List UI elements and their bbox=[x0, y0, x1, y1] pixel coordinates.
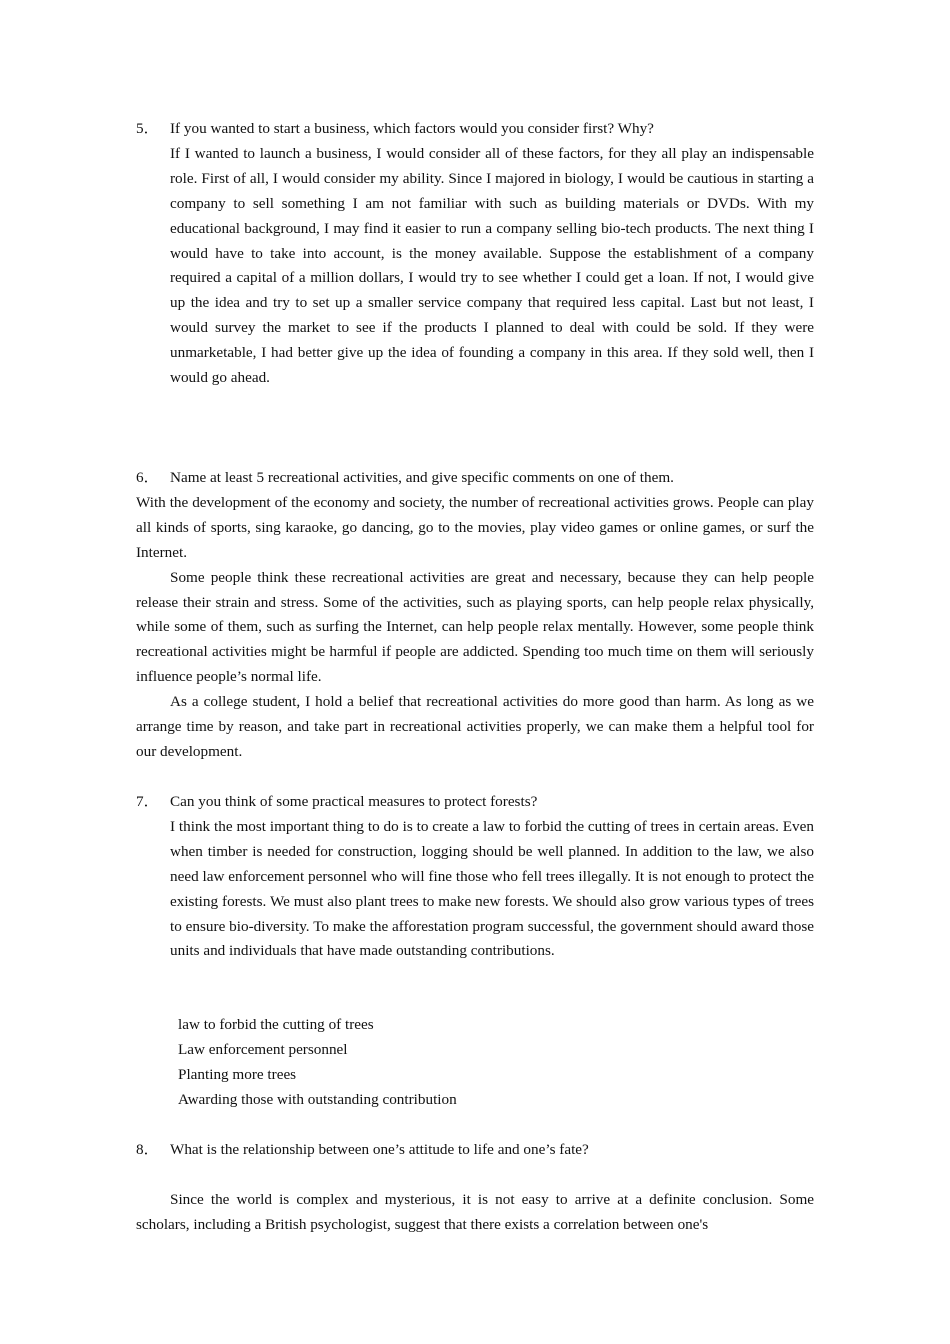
question-7-points bbox=[136, 1013, 856, 1113]
question-5-text: If you wanted to start a business, which factors would you consider first? Why? bbox=[170, 120, 654, 137]
question-5-heading bbox=[136, 117, 814, 142]
question-6-number: 6． bbox=[136, 469, 159, 486]
question-5-number: 5． bbox=[136, 120, 159, 137]
question-8-number: 8． bbox=[136, 1141, 159, 1158]
question-7-text: Can you think of some practical measures to protect forests? bbox=[170, 793, 538, 810]
question-6-text: Name at least 5 recreational activities, and give specific comments on one of them. bbox=[170, 469, 674, 486]
question-7-heading bbox=[136, 790, 814, 815]
question-6 bbox=[136, 466, 814, 765]
question-5 bbox=[136, 117, 814, 391]
question-8-heading bbox=[136, 1138, 814, 1163]
question-8 bbox=[136, 1138, 814, 1163]
question-6-paragraph-1: With the development of the economy and society, the number of recreational activities grows. People can play all kinds of sports, sing karaoke, go dancing, go to the movies, play video games or online games, or surf the Internet. bbox=[136, 493, 814, 561]
question-7 bbox=[136, 790, 814, 964]
question-8-text: What is the relationship between one’s attitude to life and one’s fate? bbox=[170, 1141, 589, 1158]
list-item: Law enforcement personnel bbox=[178, 1040, 348, 1058]
question-6-paragraph-2: Some people think these recreational activities are great and necessary, because they can help people release their strain and stress. Some of the activities, such as playing sports, can help people relax physically, while some of them, such as surfing the Internet, can help people relax mentally. However, some people think recreational activities might be harmful if people are addicted. Spending too much time on them will seriously influence people’s normal life. bbox=[136, 568, 814, 686]
question-6-heading bbox=[136, 466, 814, 491]
question-7-number: 7． bbox=[136, 793, 159, 810]
question-6-paragraph-3: As a college student, I hold a belief that recreational activities do more good than harm. As long as we arrange time by reason, and take part in recreational activities properly, we can make them a helpful tool for our development. bbox=[136, 693, 814, 760]
list-item: Awarding those with outstanding contribution bbox=[178, 1090, 457, 1108]
list-item: law to forbid the cutting of trees bbox=[178, 1016, 374, 1033]
list-item: Planting more trees bbox=[178, 1065, 297, 1083]
question-5-answer: If I wanted to launch a business, I would consider all of these factors, for they all play an indispensable role. First of all, I would consider my ability. Since I majored in biology, I would be cautious in starting a company to sell something I am not familiar with such as building materials or DVDs. With my educational background, I may find it easier to run a company selling bio-tech products. The next thing I would have to take into account, is the money available. Suppose the establishment of a company required a capital of a million dollars, I would try to see whether I could get a loan. If not, I would give up the idea and try to set up a smaller service company that required less capital. Last but not least, I would survey the market to see if the products I planned to deal with could be sold. If they were unmarketable, I had better give up the idea of founding a company in this area. If they sold well, then I would go ahead. bbox=[170, 144, 814, 387]
question-7-answer: I think the most important thing to do is to create a law to forbid the cutting of trees in certain areas. Even when timber is needed for construction, logging should be well planned. In addition to the law, we also need law enforcement personnel who will fine those who fell trees illegally. It is not enough to protect the existing forests. We must also plant trees to make new forests. We should also grow various types of trees to ensure bio-diversity. To make the afforestation program successful, the government should award those units and individuals that have made outstanding contributions. bbox=[170, 817, 814, 960]
question-8-answer-block bbox=[136, 1188, 814, 1238]
question-8-answer: Since the world is complex and mysterious, it is not easy to arrive at a definite conclusion. Some scholars, including a British psychologist, suggest that there exists a correlation between one's bbox=[136, 1191, 814, 1233]
